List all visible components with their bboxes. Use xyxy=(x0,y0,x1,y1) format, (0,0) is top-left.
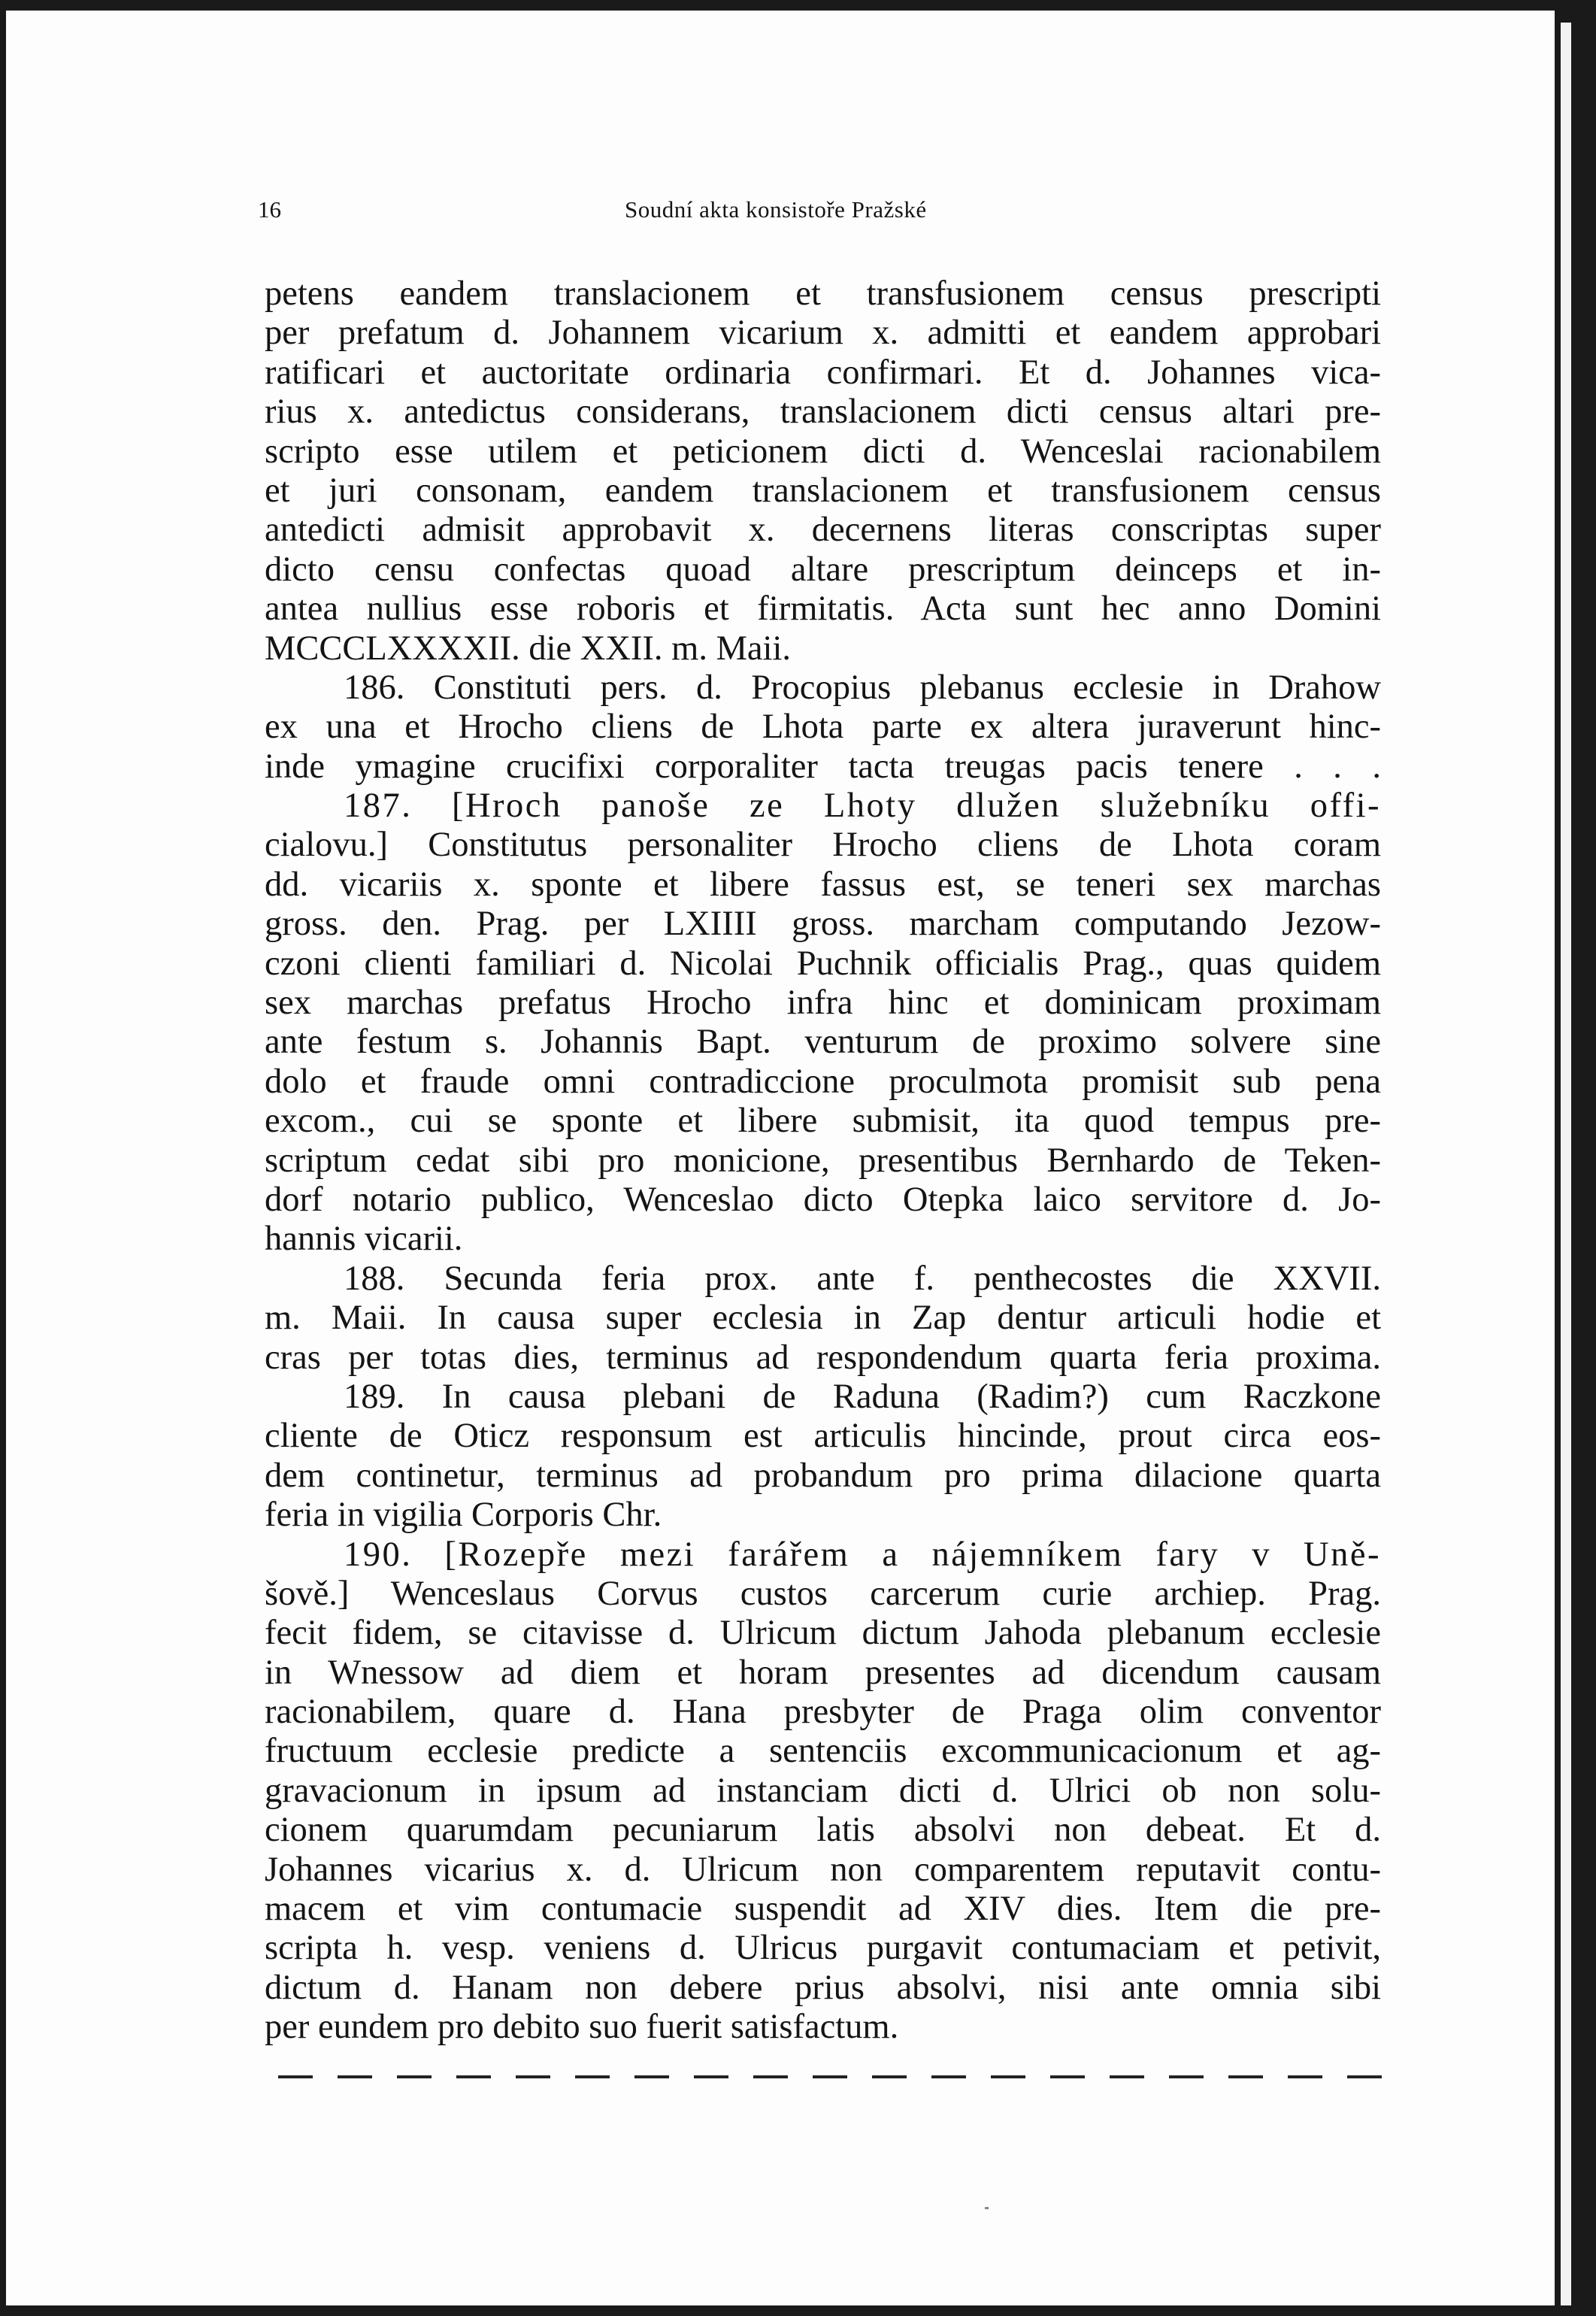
text-line: fructuum ecclesie predicte a sentenciis excommunicacionum et ag- xyxy=(265,1732,1381,1771)
scan-speck xyxy=(985,2207,989,2209)
text-line: cliente de Oticz responsum est articulis hincinde, prout circa eos- xyxy=(265,1417,1381,1456)
text-line: antedicti admisit approbavit x. decernens literas conscriptas super xyxy=(265,511,1381,550)
text-line: dd. vicariis x. sponte et libere fassus est, se teneri sex marchas xyxy=(265,865,1381,904)
text-line: scripta h. vesp. veniens d. Ulricus purgavit contumaciam et petivit, xyxy=(265,1929,1381,1968)
text-line: dolo et fraude omni contradiccione proculmota promisit sub pena xyxy=(265,1062,1381,1101)
text-line: antea nullius esse roboris et firmitatis. Acta sunt hec anno Domini xyxy=(265,590,1381,629)
scan-border-left xyxy=(0,0,6,2316)
running-title: Soudní akta konsistoře Pražské xyxy=(625,196,927,223)
page-number: 16 xyxy=(258,196,281,223)
text-line: dicto censu confectas quoad altare prescriptum deinceps et in- xyxy=(265,550,1381,589)
text-line: scriptum cedat sibi pro monicione, presentibus Bernhardo de Teken- xyxy=(265,1141,1381,1180)
running-head xyxy=(258,192,1386,228)
dashed-section-rule xyxy=(278,2075,1382,2078)
text-line: gross. den. Prag. per LXIIII gross. marcham computando Jezow- xyxy=(265,905,1381,944)
text-line: ex una et Hrocho cliens de Lhota parte ex altera juraverunt hinc- xyxy=(265,708,1381,747)
entry-186-line: 186. Constituti pers. d. Procopius plebanus ecclesie in Drahow xyxy=(344,668,1381,707)
text-line: dorf notario publico, Wenceslao dicto Otepka laico servitore d. Jo- xyxy=(265,1180,1381,1219)
text-line: excom., cui se sponte et libere submisit, ita quod tempus pre- xyxy=(265,1102,1381,1141)
text-line: MCCCLXXXXII. die XXII. m. Maii. xyxy=(265,629,792,668)
text-line: macem et vim contumacie suspendit ad XIV dies. Item die pre- xyxy=(265,1890,1381,1929)
text-line: in Wnessow ad diem et horam presentes ad dicendum causam xyxy=(265,1653,1381,1692)
entry-188-line: 188. Secunda feria prox. ante f. penthecostes die XXVII. xyxy=(344,1259,1381,1298)
text-line: sex marchas prefatus Hrocho infra hinc et dominicam proximam xyxy=(265,984,1381,1023)
text-line: feria in vigilia Corporis Chr. xyxy=(265,1496,662,1535)
text-line: cialovu.] Constitutus personaliter Hrocho cliens de Lhota coram xyxy=(265,826,1381,865)
text-line: et juri consonam, eandem translacionem et transfusionem census xyxy=(265,471,1381,510)
text-line: cionem quarumdam pecuniarum latis absolvi non debeat. Et d. xyxy=(265,1811,1381,1850)
text-line: dictum d. Hanam non debere prius absolvi, nisi ante omnia sibi xyxy=(265,1968,1381,2007)
body-text xyxy=(265,274,1381,2048)
text-line: per prefatum d. Johannem vicarium x. admitti et eandem approbari xyxy=(265,314,1381,353)
entry-190-line: 190. [Rozepře mezi farářem a nájemníkem fary v Uně- xyxy=(344,1535,1381,1574)
entry-187-line: 187. [Hroch panoše ze Lhoty dlužen služebníku offi- xyxy=(344,787,1381,826)
text-line: ante festum s. Johannis Bapt. venturum de proximo solvere sine xyxy=(265,1023,1381,1062)
text-line: fecit fidem, se citavisse d. Ulricum dictum Jahoda plebanum ecclesie xyxy=(265,1614,1381,1653)
text-line: m. Maii. In causa super ecclesia in Zap dentur articuli hodie et xyxy=(265,1299,1381,1338)
scan-page-edge xyxy=(1561,23,1571,2308)
scan-border-bottom xyxy=(0,2305,1596,2316)
text-line: per eundem pro debito suo fuerit satisfactum. xyxy=(265,2008,899,2047)
text-line: Johannes vicarius x. d. Ulricum non comparentem reputavit contu- xyxy=(265,1850,1381,1889)
text-line: šově.] Wenceslaus Corvus custos carcerum curie archiep. Prag. xyxy=(265,1574,1381,1613)
text-line: inde ymagine crucifixi corporaliter tacta treugas pacis tenere . . . xyxy=(265,747,1381,786)
text-line: rius x. antedictus considerans, translacionem dicti census altari pre- xyxy=(265,393,1381,432)
text-line: racionabilem, quare d. Hana presbyter de Praga olim conventor xyxy=(265,1693,1381,1732)
scan-border-top xyxy=(0,0,1571,11)
text-line: scripto esse utilem et peticionem dicti d. Wenceslai racionabilem xyxy=(265,432,1381,471)
text-line: ratificari et auctoritate ordinaria confirmari. Et d. Johannes vica- xyxy=(265,353,1381,392)
text-line: petens eandem translacionem et transfusionem census prescripti xyxy=(265,274,1381,313)
text-line: czoni clienti familiari d. Nicolai Puchnik officialis Prag., quas quidem xyxy=(265,944,1381,983)
entry-189-line: 189. In causa plebani de Raduna (Radim?) cum Raczkone xyxy=(344,1377,1381,1416)
text-line: cras per totas dies, terminus ad respondendum quarta feria proxima. xyxy=(265,1338,1381,1377)
text-line: hannis vicarii. xyxy=(265,1220,463,1259)
text-line: dem continetur, terminus ad probandum pro prima dilacione quarta xyxy=(265,1456,1381,1495)
text-line: gravacionum in ipsum ad instanciam dicti d. Ulrici ob non solu- xyxy=(265,1771,1381,1810)
